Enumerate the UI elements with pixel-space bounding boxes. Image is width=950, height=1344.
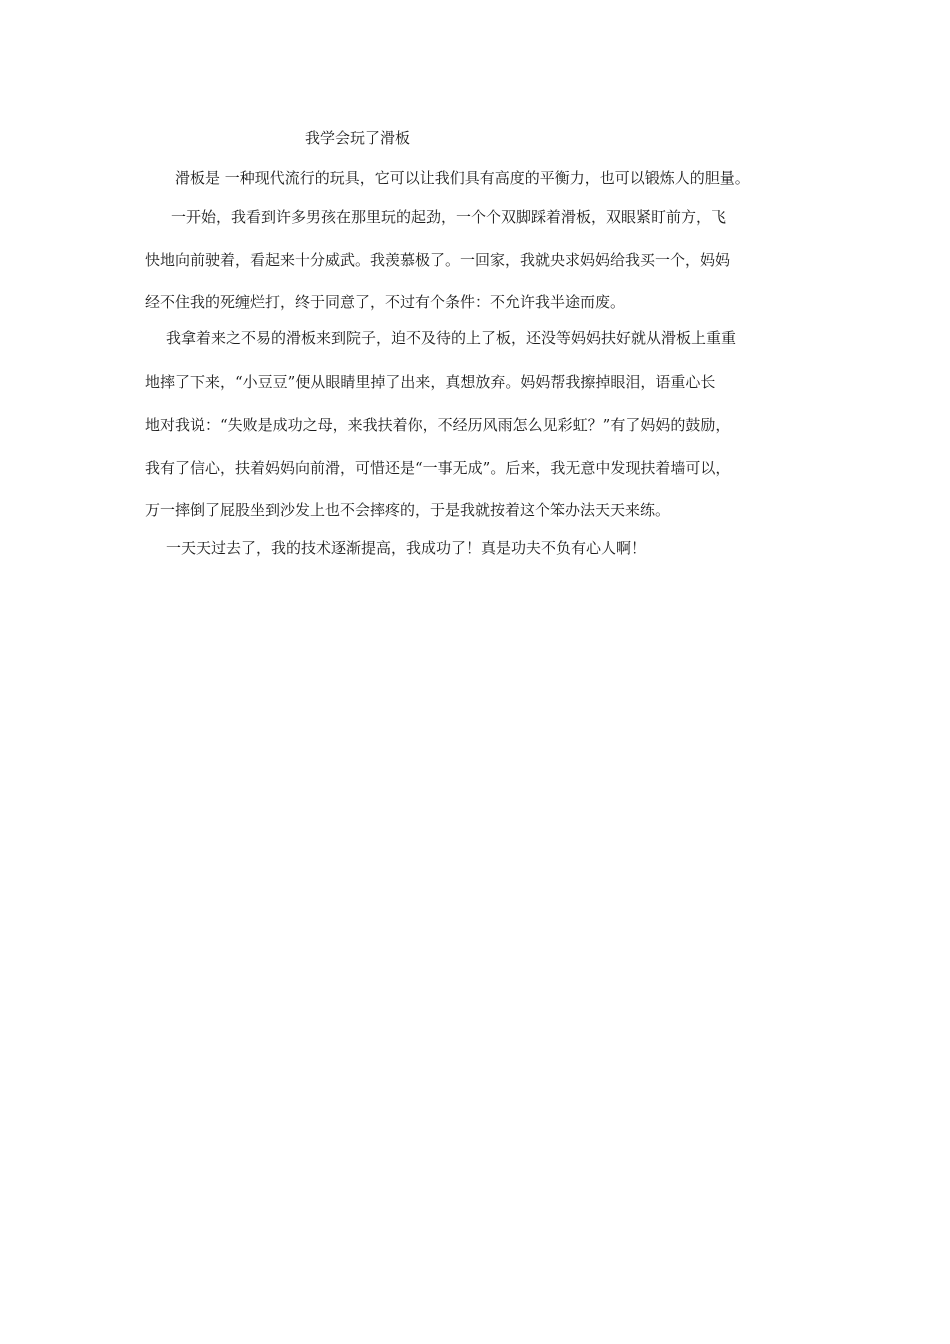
paragraph-line: 滑板是 一种现代流行的玩具，它可以让我们具有高度的平衡力，也可以锻炼人的胆量。: [175, 169, 750, 187]
paragraph-line: 我有了信心，扶着妈妈向前滑，可惜还是“一事无成”。后来，我无意中发现扶着墙可以，: [145, 459, 731, 477]
paragraph-line: 万一摔倒了屁股坐到沙发上也不会摔疼的，于是我就按着这个笨办法天天来练。: [145, 501, 671, 519]
paragraph-line: 我拿着来之不易的滑板来到院子，迫不及待的上了板，还没等妈妈扶好就从滑板上重重: [166, 329, 737, 347]
paragraph-line: 地摔了下来，“小豆豆”便从眼睛里掉了出来，真想放弃。妈妈帮我擦掉眼泪，语重心长: [145, 373, 716, 391]
paragraph-line: 地对我说：“失败是成功之母，来我扶着你，不经历风雨怎么见彩虹？”有了妈妈的鼓励，: [145, 416, 731, 434]
paragraph-line: 快地向前驶着，看起来十分威武。我羡慕极了。一回家，我就央求妈妈给我买一个，妈妈: [145, 251, 731, 269]
paragraph-line: 经不住我的死缠烂打，终于同意了，不过有个条件：不允许我半途而废。: [145, 293, 626, 311]
paragraph-line: 一开始，我看到许多男孩在那里玩的起劲，一个个双脚踩着滑板，双眼紧盯前方，飞: [171, 208, 727, 226]
paragraph-line: 一天天过去了，我的技术逐渐提高，我成功了！真是功夫不负有心人啊！: [166, 539, 647, 557]
document-title: 我学会玩了滑板: [305, 129, 411, 147]
